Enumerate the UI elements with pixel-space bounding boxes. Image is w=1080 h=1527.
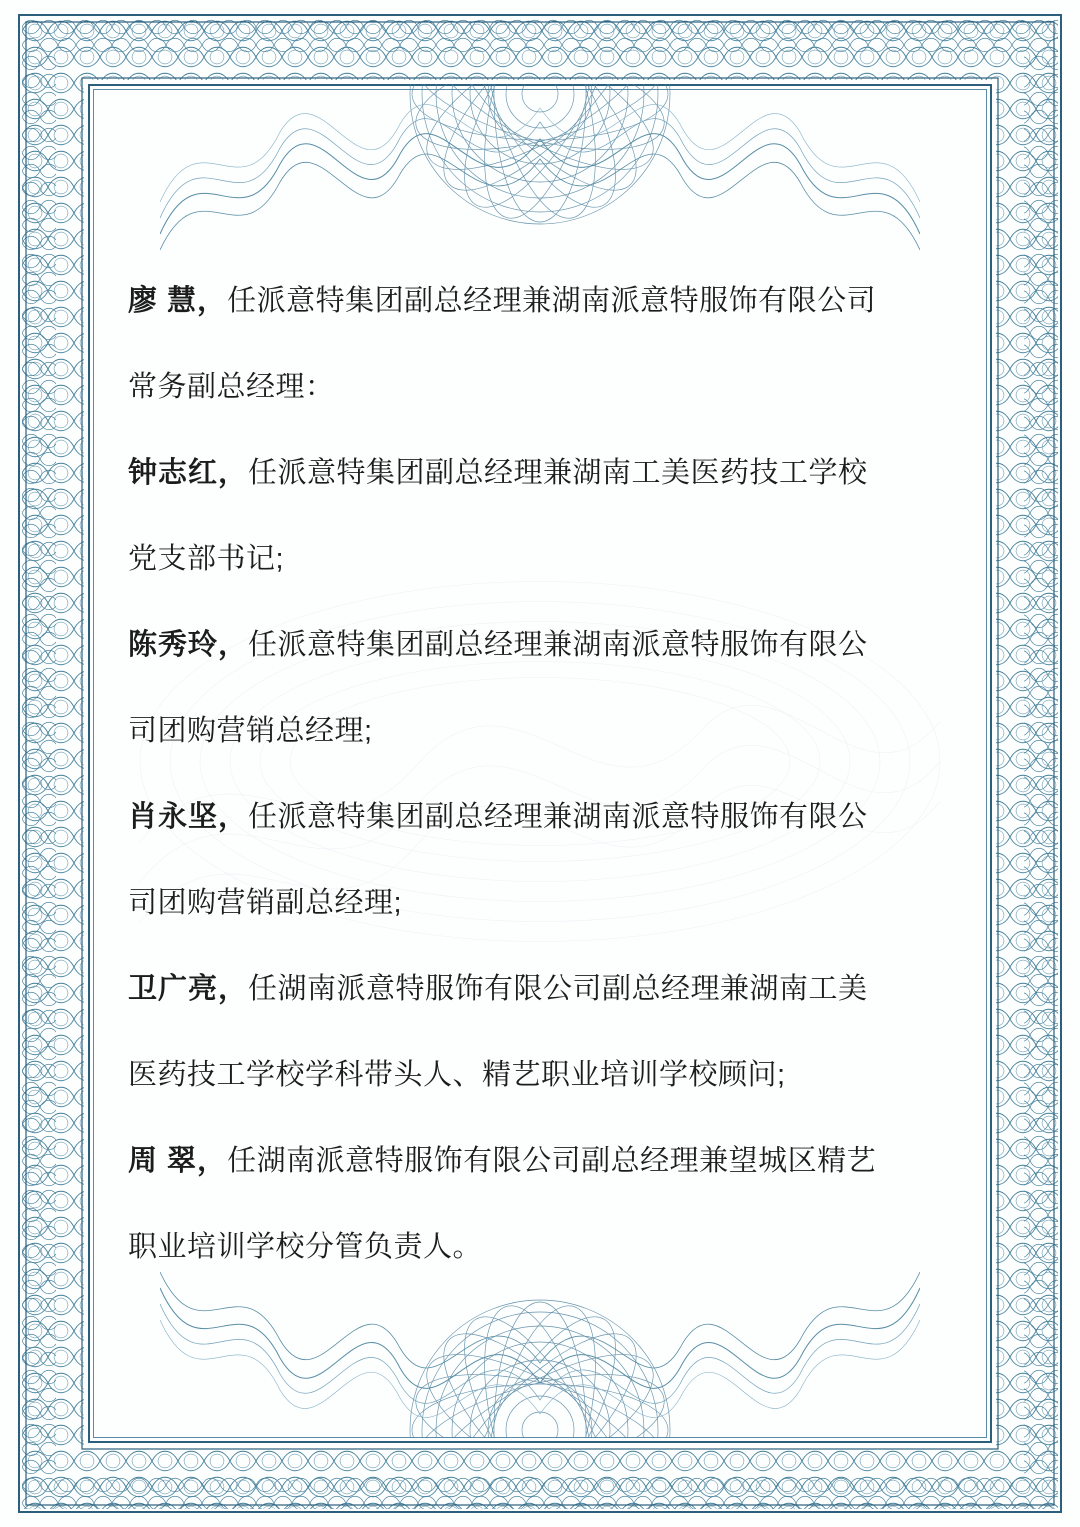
entry-paragraph [128, 774, 956, 860]
person-title-line1: 任派意特集团副总经理兼湖南派意特服饰有限公 [248, 801, 868, 833]
person-title-line1: 任派意特集团副总经理兼湖南工美医药技工学校 [248, 457, 868, 489]
person-name: 周 翠， [128, 1145, 228, 1177]
entry-paragraph [128, 602, 956, 688]
person-name: 廖 慧， [128, 285, 228, 317]
person-title-line1: 任湖南派意特服饰有限公司副总经理兼望城区精艺 [227, 1145, 877, 1177]
entry-paragraph-continuation: 常务副总经理： [128, 371, 335, 403]
entry-paragraph-continuation: 医药技工学校学科带头人、精艺职业培训学校顾问; [128, 1059, 786, 1091]
person-name: 陈秀玲， [128, 629, 249, 661]
person-name: 钟志红， [128, 457, 249, 489]
entry-paragraph [128, 1118, 956, 1204]
person-name: 卫广亮， [128, 973, 249, 1005]
entry-paragraph [128, 430, 956, 516]
person-title-line1: 任湖南派意特服饰有限公司副总经理兼湖南工美 [248, 973, 868, 1005]
entry-paragraph-continuation: 司团购营销总经理; [128, 715, 373, 747]
entry-paragraph [128, 946, 956, 1032]
entry-paragraph-continuation: 职业培训学校分管负责人。 [128, 1231, 483, 1263]
person-title-line1: 任派意特集团副总经理兼湖南派意特服饰有限公司 [227, 285, 877, 317]
entry-paragraph-continuation: 党支部书记; [128, 543, 285, 575]
person-name: 肖永坚， [128, 801, 249, 833]
certificate-body [128, 258, 956, 1290]
entry-paragraph [128, 258, 956, 344]
person-title-line1: 任派意特集团副总经理兼湖南派意特服饰有限公 [248, 629, 868, 661]
entry-paragraph-continuation: 司团购营销副总经理; [128, 887, 403, 919]
